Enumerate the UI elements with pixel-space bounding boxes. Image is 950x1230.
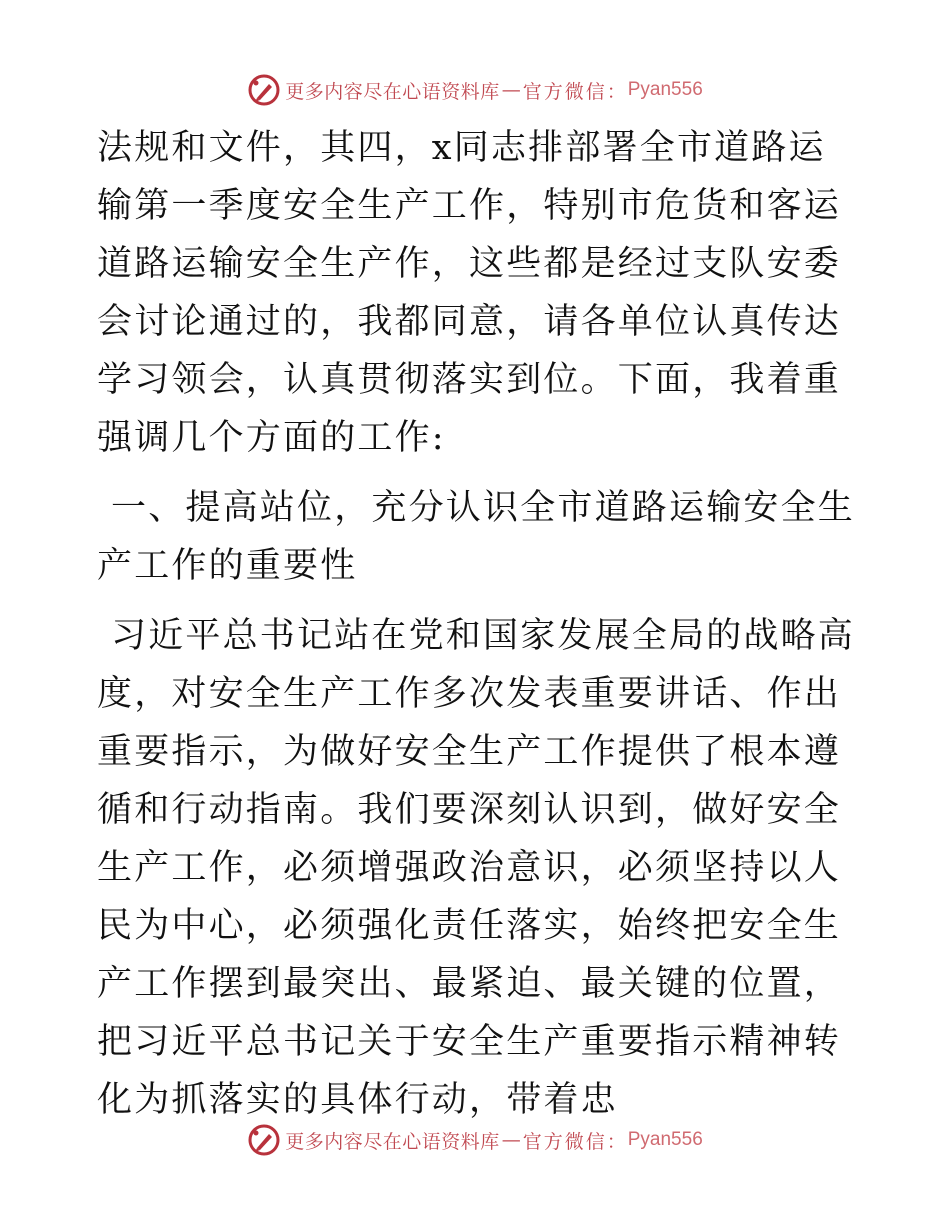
header-watermark — [0, 70, 950, 110]
watermark-main-text: 更多内容尽在心语资料库 — [285, 80, 500, 103]
watermark-official-label: 官方微信： — [522, 1130, 628, 1153]
footer-watermark — [0, 1120, 950, 1160]
watermark-main-text: 更多内容尽在心语资料库 — [285, 1130, 500, 1153]
pen-logo-icon — [247, 73, 281, 107]
watermark-dash: — — [501, 1129, 521, 1151]
watermark-dash: — — [501, 79, 521, 101]
section-heading-1: 一、提高站位，充分认识全市道路运输安全生产工作的重要性 — [97, 488, 856, 586]
watermark-wechat-id: Pyan556 — [627, 79, 703, 100]
paragraph-intro: 法规和文件，其四，x同志排部署全市道路运输第一季度安全生产工作，特别市危货和客运道路运输安全生产作，这些都是经过支队安委会讨论通过的，我都同意，请各单位认真传达学习领会，认真贯彻落实到位。下面，我着重强调几个方面的工作: — [97, 128, 842, 458]
document-body — [97, 119, 857, 1129]
watermark-official-label: 官方微信： — [522, 80, 628, 103]
paragraph-section-1: 习近平总书记站在党和国家发展全局的战略高度，对安全生产工作多次发表重要讲话、作出重要指示，为做好安全生产工作提供了根本遵循和行动指南。我们要深刻认识到，做好安全生产工作，必须增强政治意识，必须坚持以人民为中心，必须强化责任落实，始终把安全生产工作摆到最突出、最紧迫、最关键的位置，把习近平总书记关于安全生产重要指示精神转化为抓落实的具体行动，带着忠 — [97, 616, 856, 1120]
watermark-wechat-id: Pyan556 — [627, 1129, 703, 1150]
pen-logo-icon — [247, 1123, 281, 1157]
